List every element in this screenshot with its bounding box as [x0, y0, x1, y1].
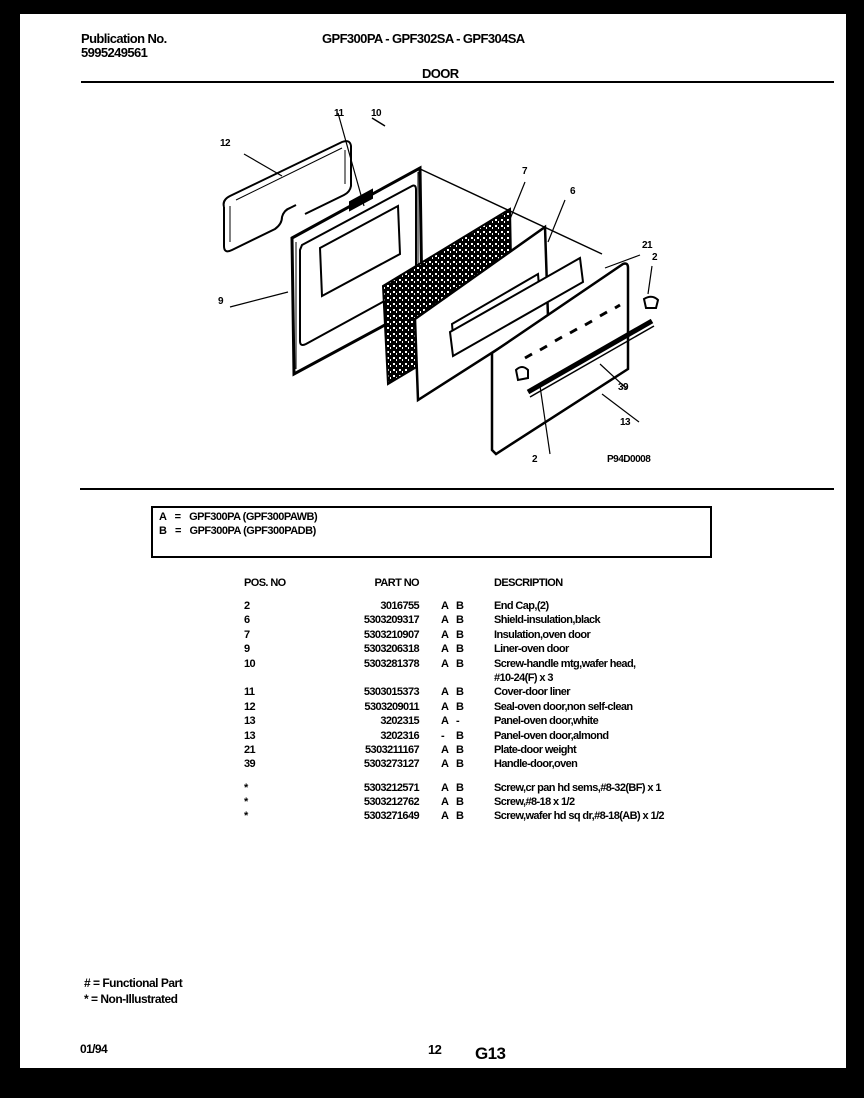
row-desc: Screw-handle mtg,wafer head,: [494, 657, 636, 670]
row-desc: Panel-oven door,almond: [494, 729, 609, 742]
legend-a: [159, 511, 317, 524]
row-part: 5303271649: [363, 810, 419, 823]
row-b: B: [456, 614, 464, 627]
legend-b: [159, 525, 316, 538]
row-pos: 11: [244, 686, 255, 699]
row-part: 3016755: [380, 600, 419, 612]
row-part: 5303209011: [364, 700, 419, 713]
table-row: [244, 729, 724, 743]
row-part: 5303212762: [363, 796, 419, 809]
table-row: [244, 613, 724, 627]
row-pos: 21: [244, 743, 256, 756]
row-a: A: [441, 781, 449, 794]
section-divider: [80, 488, 834, 490]
row-desc: Handle-door,oven: [494, 758, 578, 771]
row-part: 5303281378: [363, 657, 419, 670]
row-desc: Plate-door weight: [494, 743, 577, 756]
header-pos: POS. NO: [244, 577, 286, 589]
table-row: [244, 599, 724, 613]
legend-b-value: GPF300PA (GPF300PADB): [189, 525, 316, 537]
callout-7: 7: [522, 166, 528, 177]
callout-21: 21: [642, 240, 653, 251]
section-title: DOOR: [422, 66, 459, 81]
table-row: [244, 642, 724, 656]
publication-number: 5995249561: [81, 45, 148, 60]
row-a: -: [441, 729, 445, 742]
table-row: [244, 781, 724, 795]
models-title: GPF300PA - GPF302SA - GPF304SA: [322, 31, 525, 46]
row-a: A: [441, 614, 449, 627]
row-a: A: [441, 643, 449, 656]
legend-a-key: A: [159, 511, 167, 523]
row-b: B: [456, 743, 464, 756]
row-a: A: [441, 715, 449, 728]
callout-39: 39: [618, 382, 629, 393]
row-a: A: [441, 600, 449, 612]
table-row: [244, 743, 724, 757]
row-pos: 6: [244, 614, 250, 627]
row-b: B: [456, 781, 464, 794]
table-header: [244, 577, 724, 599]
callout-13: 13: [620, 417, 631, 428]
row-desc: Seal-oven door,non self-clean: [494, 700, 633, 713]
row-desc: Screw,wafer hd sq dr,#8-18(AB) x 1/2: [494, 810, 664, 823]
footnote-functional: # = Functional Part: [84, 976, 183, 990]
row-a: A: [441, 628, 449, 641]
row-b: B: [456, 600, 464, 612]
row-b: B: [456, 643, 464, 656]
row-b: B: [456, 758, 464, 771]
legend-a-value: GPF300PA (GPF300PAWB): [189, 511, 318, 523]
legend-b-eq: =: [175, 525, 181, 537]
row-part: 5303206318: [363, 643, 419, 656]
row-desc: Panel-oven door,white: [494, 715, 599, 728]
header-desc: DESCRIPTION: [494, 577, 563, 589]
footer-page-number: 12: [428, 1042, 442, 1057]
callout-10: 10: [371, 108, 382, 119]
table-row: [244, 700, 724, 714]
row-desc-cont: #10-24(F) x 3: [494, 671, 553, 684]
row-desc: Shield-insulation,black: [494, 614, 600, 627]
row-pos: 2: [244, 600, 250, 612]
table-row: [244, 757, 724, 771]
row-part: 3202315: [380, 715, 419, 728]
row-part: 5303015373: [363, 686, 419, 699]
row-desc: Screw,#8-18 x 1/2: [494, 796, 575, 809]
row-gap: [244, 772, 724, 781]
parts-page: [20, 14, 846, 1068]
row-a: A: [441, 810, 449, 823]
row-pos: 10: [244, 657, 256, 670]
row-pos: 9: [244, 643, 250, 656]
table-row: [244, 657, 724, 686]
row-desc: Cover-door liner: [494, 686, 570, 699]
row-pos: 7: [244, 628, 250, 641]
callout-9: 9: [218, 296, 224, 307]
row-b: B: [456, 628, 464, 641]
row-pos: *: [244, 810, 248, 823]
table-row: [244, 714, 724, 728]
row-pos: 12: [244, 700, 256, 713]
footnote-non-illustrated: * = Non-Illustrated: [84, 992, 178, 1006]
legend-b-key: B: [159, 525, 167, 537]
row-pos: *: [244, 796, 248, 809]
callout-12: 12: [220, 138, 231, 149]
door-exploded-diagram: [20, 14, 846, 484]
row-desc: Screw,cr pan hd sems,#8-32(BF) x 1: [494, 781, 661, 794]
row-b: B: [456, 700, 464, 713]
row-part: 5303210907: [363, 628, 419, 641]
callout-2-bottom: 2: [532, 454, 538, 465]
row-desc: Liner-oven door: [494, 643, 569, 656]
row-b: B: [456, 657, 464, 670]
row-part: 5303212571: [363, 781, 419, 794]
legend-a-eq: =: [174, 511, 181, 523]
table-row: [244, 809, 724, 823]
table-row: [244, 628, 724, 642]
callout-11: 11: [334, 108, 344, 119]
row-b: B: [456, 686, 464, 699]
model-legend-box: [151, 506, 712, 558]
drawing-id: P94D0008: [607, 454, 651, 465]
row-a: A: [441, 686, 449, 699]
row-a: A: [441, 758, 449, 771]
table-row: [244, 685, 724, 699]
row-part: 5303273127: [363, 758, 419, 771]
callout-6: 6: [570, 186, 576, 197]
callout-2-right: 2: [652, 252, 658, 263]
row-part: 5303209317: [363, 614, 419, 627]
row-a: A: [441, 700, 449, 713]
header-part: PART NO: [374, 577, 419, 589]
row-part: 3202316: [380, 729, 419, 742]
footer-section-code: G13: [475, 1044, 506, 1063]
row-pos: 13: [244, 715, 256, 728]
row-pos: 39: [244, 758, 256, 771]
table-row: [244, 795, 724, 809]
row-b: B: [456, 810, 464, 823]
footer-date: 01/94: [80, 1042, 108, 1056]
row-pos: *: [244, 781, 248, 794]
row-part: 5303211167: [365, 743, 419, 756]
row-desc: Insulation,oven door: [494, 628, 591, 641]
row-b: B: [456, 796, 464, 809]
row-b: B: [456, 729, 464, 742]
row-b: -: [456, 715, 460, 728]
publication-label: Publication No.: [81, 31, 167, 46]
row-pos: 13: [244, 729, 256, 742]
parts-table: [244, 577, 724, 824]
row-desc: End Cap,(2): [494, 600, 549, 612]
row-a: A: [441, 657, 449, 670]
row-a: A: [441, 796, 449, 809]
row-a: A: [441, 743, 449, 756]
